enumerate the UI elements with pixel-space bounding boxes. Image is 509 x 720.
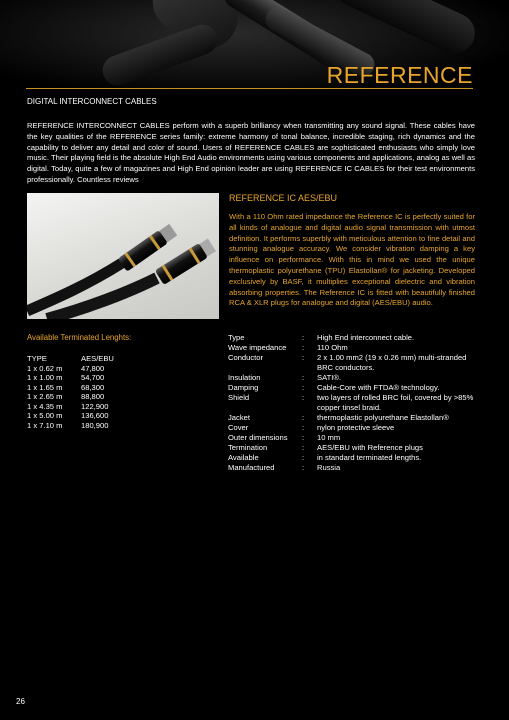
- intro-paragraph: REFERENCE INTERCONNECT CABLES perform with a superb brilliancy when transmitting any sound signal. These cables have the key qualities of the REFERENCE series family: extreme harmony of tonal balance, incredible staging, rich dynamics and the capability to deliver any detail and color of sound. Users of REFERENCE CABLES are sophisticated enthusiasts who simply love music. Their playing field is the absolute High End Audio environments using various components and applications, analog as well as digital. Today, quite a few of magazines and High End opinion leader are using REFERENCE IC CABLES for their test environments professionally. Countless reviews: [27, 121, 475, 184]
- spec-separator: :: [302, 353, 305, 362]
- spec-value: in standard terminated lengths.: [317, 453, 422, 462]
- lengths-title: Available Terminated Lenghts:: [27, 333, 132, 342]
- length-cell: 1 x 1.65 m: [27, 382, 63, 392]
- spec-row: [228, 353, 477, 373]
- table-row: [27, 411, 114, 421]
- spec-key: Insulation: [228, 373, 261, 382]
- spec-value: High End interconnect cable.: [317, 333, 415, 342]
- table-row: [27, 402, 114, 412]
- table-row: [27, 364, 114, 374]
- spec-row: [228, 343, 477, 353]
- price-cell: 136,600: [81, 411, 109, 420]
- spec-separator: :: [302, 343, 305, 352]
- spec-separator: :: [302, 463, 305, 472]
- spec-value: Russia: [317, 463, 341, 472]
- xlr-cables-image: [27, 193, 219, 319]
- table-header-row: [27, 354, 114, 364]
- spec-separator: :: [302, 393, 305, 402]
- product-photo: [27, 193, 219, 319]
- price-cell: 54,700: [81, 373, 105, 382]
- spec-row: [228, 453, 477, 463]
- spec-separator: :: [302, 333, 305, 342]
- spec-separator: :: [302, 383, 305, 392]
- spec-row: [228, 423, 477, 433]
- page-subtitle: DIGITAL INTERCONNECT CABLES: [27, 97, 157, 106]
- spec-value: thermoplastic polyurethane Elastollan®: [317, 413, 449, 422]
- spec-key: Wave impedance: [228, 343, 287, 352]
- spec-separator: :: [302, 443, 305, 452]
- spec-key: Damping: [228, 383, 259, 392]
- spec-value: 110 Ohm: [317, 343, 348, 352]
- spec-row: [228, 383, 477, 393]
- length-cell: 1 x 5.00 m: [27, 411, 63, 420]
- length-cell: 1 x 1.00 m: [27, 373, 63, 382]
- header-divider: [26, 88, 473, 89]
- price-cell: 68,300: [81, 382, 105, 392]
- spec-key: Conductor: [228, 353, 264, 362]
- spec-row: [228, 463, 477, 473]
- header-cell: AES/EBU: [81, 354, 114, 363]
- price-cell: 88,800: [81, 392, 105, 401]
- spec-row: [228, 413, 477, 423]
- table-row: [27, 392, 114, 402]
- length-cell: 1 x 7.10 m: [27, 420, 63, 430]
- spec-row: [228, 333, 477, 343]
- table-row: [27, 421, 114, 431]
- length-cell: 1 x 2.65 m: [27, 392, 63, 401]
- spec-key: Outer dimensions: [228, 433, 288, 442]
- price-cell: 180,900: [81, 420, 109, 430]
- price-cell: 122,900: [81, 401, 109, 411]
- spec-value: 2 x 1.00 mm2 (19 x 0.26 mm) multi-stranded BRC conductors.: [317, 353, 467, 372]
- spec-row: [228, 393, 477, 413]
- table-row: [27, 373, 114, 383]
- spec-key: Termination: [228, 443, 268, 452]
- length-cell: 1 x 0.62 m: [27, 363, 63, 373]
- spec-separator: :: [302, 413, 305, 422]
- spec-value: Cable-Core with FTDA® technology.: [317, 383, 440, 392]
- header-cell: TYPE: [27, 354, 47, 363]
- spec-key: Available: [228, 453, 259, 462]
- spec-key: Manufactured: [228, 463, 275, 472]
- product-description: With a 110 Ohm rated impedance the Reference IC is perfectly suited for all kinds of analogue and digital audio signal transmission with utmost definition. It performs superbly with meticulous attention to fine detail and stunning analogue accuracy. We consider vibration damping a key influence on performance. With this in mind we used the unique thermoplastic polyurethane (TPU) Elastollan® for jacketing. Developed exclusively by BASF, it multiplies exceptional dielectric and vibration absorbing properties. The Reference IC is fitted with beautifully finished RCA & XLR plugs for analogue and digital (AES/EBU) audio.: [229, 212, 475, 308]
- spec-table: [228, 333, 477, 473]
- spec-row: [228, 373, 477, 383]
- spec-separator: :: [302, 373, 305, 382]
- length-cell: 1 x 4.35 m: [27, 401, 63, 411]
- product-title: REFERENCE IC AES/EBU: [229, 193, 338, 203]
- spec-row: [228, 433, 477, 443]
- page-number: 26: [16, 697, 25, 706]
- spec-separator: :: [302, 453, 305, 462]
- spec-value: 10 mm: [317, 433, 341, 442]
- table-row: [27, 383, 114, 393]
- spec-key: Cover: [228, 423, 249, 432]
- spec-value: SATI®.: [317, 373, 342, 382]
- spec-separator: :: [302, 423, 305, 432]
- spec-key: Type: [228, 333, 245, 342]
- spec-key: Shield: [228, 393, 250, 402]
- lengths-table: [27, 354, 114, 430]
- spec-row: [228, 443, 477, 453]
- spec-value: nylon protective sleeve: [317, 423, 395, 432]
- brand-title: REFERENCE: [326, 62, 473, 88]
- spec-separator: :: [302, 433, 305, 442]
- spec-value: two layers of rolled BRC foil, covered by >85% copper tinsel braid.: [317, 393, 474, 412]
- spec-value: AES/EBU with Reference plugs: [317, 443, 423, 452]
- price-cell: 47,800: [81, 363, 105, 373]
- spec-key: Jacket: [228, 413, 250, 422]
